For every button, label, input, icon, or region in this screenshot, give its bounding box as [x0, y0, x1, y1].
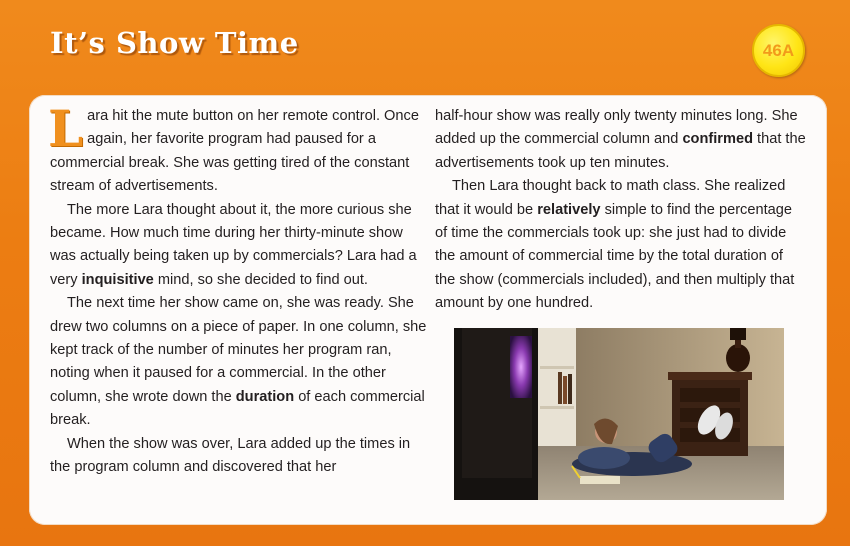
vocab-word-duration: duration: [235, 388, 295, 405]
paragraph-5-text-a: Then Lara thought back to math class. She realized that it would be: [435, 178, 786, 218]
paragraph-3: [50, 292, 428, 432]
page-number-badge: 46A: [752, 24, 805, 77]
right-column: [435, 105, 807, 316]
vocab-word-confirmed: confirmed: [682, 131, 753, 148]
paragraph-3-text-b: of each commercial break.: [50, 388, 425, 429]
paragraph-4: When the show was over, Lara added up the times in the program column and discovered that her: [50, 435, 411, 476]
vocab-word-relatively: relatively: [537, 201, 601, 218]
paragraph-5-text-b: simple to find the percentage of time the commercials took up: she just had to divide the amount of commercial time by the total duration of the show (commercials included), and then multiply that amount by one hundred.: [435, 201, 795, 312]
vocab-word-inquisitive: inquisitive: [81, 271, 154, 288]
paragraph-2-text-a: The more Lara thought about it, the more curious she became. How much time during her thirty-minute show was actually being taken up by commercials? Lara had a very: [50, 201, 417, 288]
girl-watching-tv-photo: [454, 328, 784, 500]
left-column: [48, 99, 428, 480]
paragraph-1-text: ara hit the mute button on her remote control. Once again, her favorite program had paused for a commercial break. She was getting tired of the constant stream of advertisements.: [50, 108, 419, 195]
paragraph-1: [48, 99, 428, 199]
paragraph-3-text-a: The next time her show came on, she was ready. She drew two columns on a piece of paper. In one column, she kept track of the number of minutes her program ran, noting when it paused for a commercial. In the other column, she wrote down the: [50, 295, 427, 405]
drop-cap: L: [48, 99, 84, 158]
paragraph-2: [50, 199, 428, 293]
paragraph-2-text-b: mind, so she decided to find out.: [153, 271, 368, 288]
paragraph-5: [435, 175, 807, 315]
page-title: It’s Show Time: [50, 26, 299, 60]
paragraph-4-continued: [435, 105, 807, 175]
paragraph-4-cont-text-b: that the advertisements took up ten minutes.: [435, 131, 806, 171]
paragraph-4-cont-text-a: half-hour show was really only twenty minutes long. She added up the commercial column and: [435, 108, 798, 148]
